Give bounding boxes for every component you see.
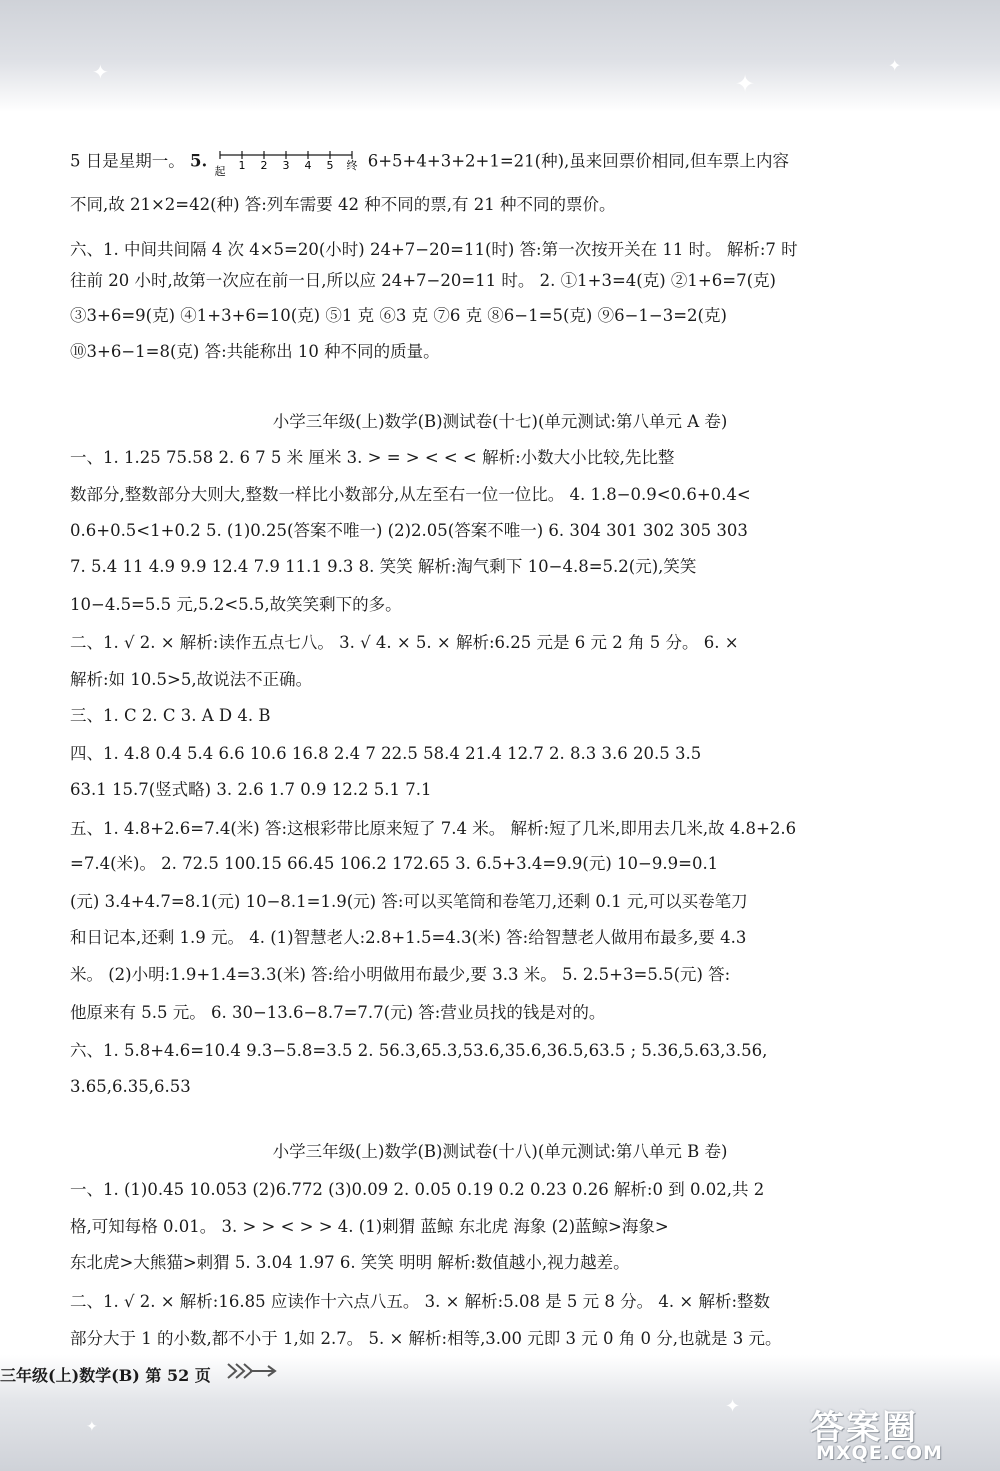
question-number: 5. <box>190 151 208 171</box>
sparkle-icon: ✦ <box>888 56 902 75</box>
number-line-diagram <box>212 147 362 177</box>
text-line: 四、1. 4.8 0.4 5.4 6.6 10.6 16.8 2.4 7 22.5 58.4 21.4 12.7 2. 8.3 3.6 20.5 3.5 <box>70 744 702 763</box>
ruler-end-label: 终 <box>346 159 358 172</box>
ruler-tick-label: 4 <box>304 159 312 172</box>
watermark-logo <box>810 1400 992 1466</box>
line-text: 6+5+4+3+2+1=21(种),虽来回票价相同,但车票上内容 <box>367 151 790 171</box>
watermark-url: MXQE.COM <box>816 1442 943 1464</box>
text-line: 0.6+0.5<1+0.2 5. (1)0.25(答案不唯一) (2)2.05(答案不唯一) 6. 304 301 302 305 303 <box>70 521 748 540</box>
text-line: ③3+6=9(克) ④1+3+6=10(克) ⑤1 克 ⑥3 克 ⑦6 克 ⑧6−1=5(克) ⑨6−1−3=2(克) <box>70 306 727 325</box>
sparkle-icon: ✦ <box>735 70 756 98</box>
text-line: 二、1. √ 2. × 解析:读作五点七八。 3. √ 4. × 5. × 解析:6.25 元是 6 元 2 角 5 分。 6. × <box>70 633 739 652</box>
text-line: 三、1. C 2. C 3. A D 4. B <box>70 706 271 725</box>
text-line: 10−4.5=5.5 元,5.2<5.5,故笑笑剩下的多。 <box>70 595 402 614</box>
text-line: 3.65,6.35,6.53 <box>70 1077 191 1096</box>
text-line: 往前 20 小时,故第一次应在前一日,所以应 24+7−20=11 时。 2. ①1+3=4(克) ②1+6=7(克) <box>70 271 776 290</box>
text-line: 六、1. 5.8+4.6=10.4 9.3−5.8=3.5 2. 56.3,65.3,53.6,35.6,36.5,63.5 ; 5.36,5.63,3.56, <box>70 1041 768 1060</box>
text-line: 7. 5.4 11 4.9 9.9 12.4 7.9 11.1 9.3 8. 笑笑 解析:淘气剩下 10−4.8=5.2(元),笑笑 <box>70 557 697 576</box>
text-line: 六、1. 中间共间隔 4 次 4×5=20(小时) 24+7−20=11(时) 答:第一次按开关在 11 时。 解析:7 时 <box>70 240 798 259</box>
ruler-tick-label: 3 <box>282 159 290 172</box>
ruler-start-label: 起 <box>214 165 226 177</box>
text-line: 格,可知每格 0.01。 3. > > < > > 4. (1)刺猬 蓝鲸 东北虎 海象 (2)蓝鲸>海象> <box>70 1217 669 1236</box>
text-line <box>70 147 930 177</box>
ruler-tick-label: 5 <box>326 159 334 172</box>
section-title-17: 小学三年级(上)数学(B)测试卷(十七)(单元测试:第八单元 A 卷) <box>272 412 728 431</box>
text-line: 米。 (2)小明:1.9+1.4=3.3(米) 答:给小明做用布最少,要 3.3 米。 5. 2.5+3=5.5(元) 答: <box>70 965 731 984</box>
line-text: 5 日是星期一。 <box>70 151 190 171</box>
watermark-text: 答案圈 <box>810 1408 918 1448</box>
sparkle-icon: ✦ <box>725 1396 741 1417</box>
top-decorative-band <box>0 0 1000 112</box>
text-line: 一、1. (1)0.45 10.053 (2)6.772 (3)0.09 2. 0.05 0.19 0.2 0.23 0.26 解析:0 到 0.02,共 2 <box>70 1180 765 1199</box>
text-line: 不同,故 21×2=42(种) 答:列车需要 42 种不同的票,有 21 种不同的票价。 <box>70 195 616 214</box>
chevron-right-icon <box>226 1360 278 1382</box>
section-title-18: 小学三年级(上)数学(B)测试卷(十八)(单元测试:第八单元 B 卷) <box>272 1142 728 1161</box>
sparkle-icon: ✦ <box>86 1419 98 1435</box>
text-line: 一、1. 1.25 75.58 2. 6 7 5 米 厘米 3. > = > < < < 解析:小数大小比较,先比整 <box>70 448 675 467</box>
text-line: 他原来有 5.5 元。 6. 30−13.6−8.7=7.7(元) 答:营业员找的钱是对的。 <box>70 1003 606 1022</box>
text-line: 五、1. 4.8+2.6=7.4(米) 答:这根彩带比原来短了 7.4 米。 解析:短了几米,即用去几米,故 4.8+2.6 <box>70 819 797 838</box>
ruler-tick-label: 1 <box>238 159 246 172</box>
ruler-tick-label: 2 <box>260 159 268 172</box>
page-footer: 三年级(上)数学(B) 第 52 页 <box>0 1366 211 1385</box>
text-line: 和日记本,还剩 1.9 元。 4. (1)智慧老人:2.8+1.5=4.3(米) 答:给智慧老人做用布最多,要 4.3 <box>70 928 747 947</box>
text-line: 63.1 15.7(竖式略) 3. 2.6 1.7 0.9 12.2 5.1 7.1 <box>70 780 432 799</box>
text-line: (元) 3.4+4.7=8.1(元) 10−8.1=1.9(元) 答:可以买笔筒和卷笔刀,还剩 0.1 元,可以买卷笔刀 <box>70 892 748 911</box>
text-line: 解析:如 10.5>5,故说法不正确。 <box>70 670 313 689</box>
text-line: 二、1. √ 2. × 解析:16.85 应读作十六点八五。 3. × 解析:5.08 是 5 元 8 分。 4. × 解析:整数 <box>70 1292 771 1311</box>
text-line: ⑩3+6−1=8(克) 答:共能称出 10 种不同的质量。 <box>70 342 440 361</box>
text-line: =7.4(米)。 2. 72.5 100.15 66.45 106.2 172.65 3. 6.5+3.4=9.9(元) 10−9.9=0.1 <box>70 854 719 873</box>
text-line: 东北虎>大熊猫>刺猬 5. 3.04 1.97 6. 笑笑 明明 解析:数值越小,视力越差。 <box>70 1253 630 1272</box>
text-line: 数部分,整数部分大则大,整数一样比小数部分,从左至右一位一位比。 4. 1.8−0.9<0.6+0.4< <box>70 485 751 504</box>
text-line: 部分大于 1 的小数,都不小于 1,如 2.7。 5. × 解析:相等,3.00 元即 3 元 0 角 0 分,也就是 3 元。 <box>70 1329 782 1348</box>
sparkle-icon: ✦ <box>92 60 109 84</box>
